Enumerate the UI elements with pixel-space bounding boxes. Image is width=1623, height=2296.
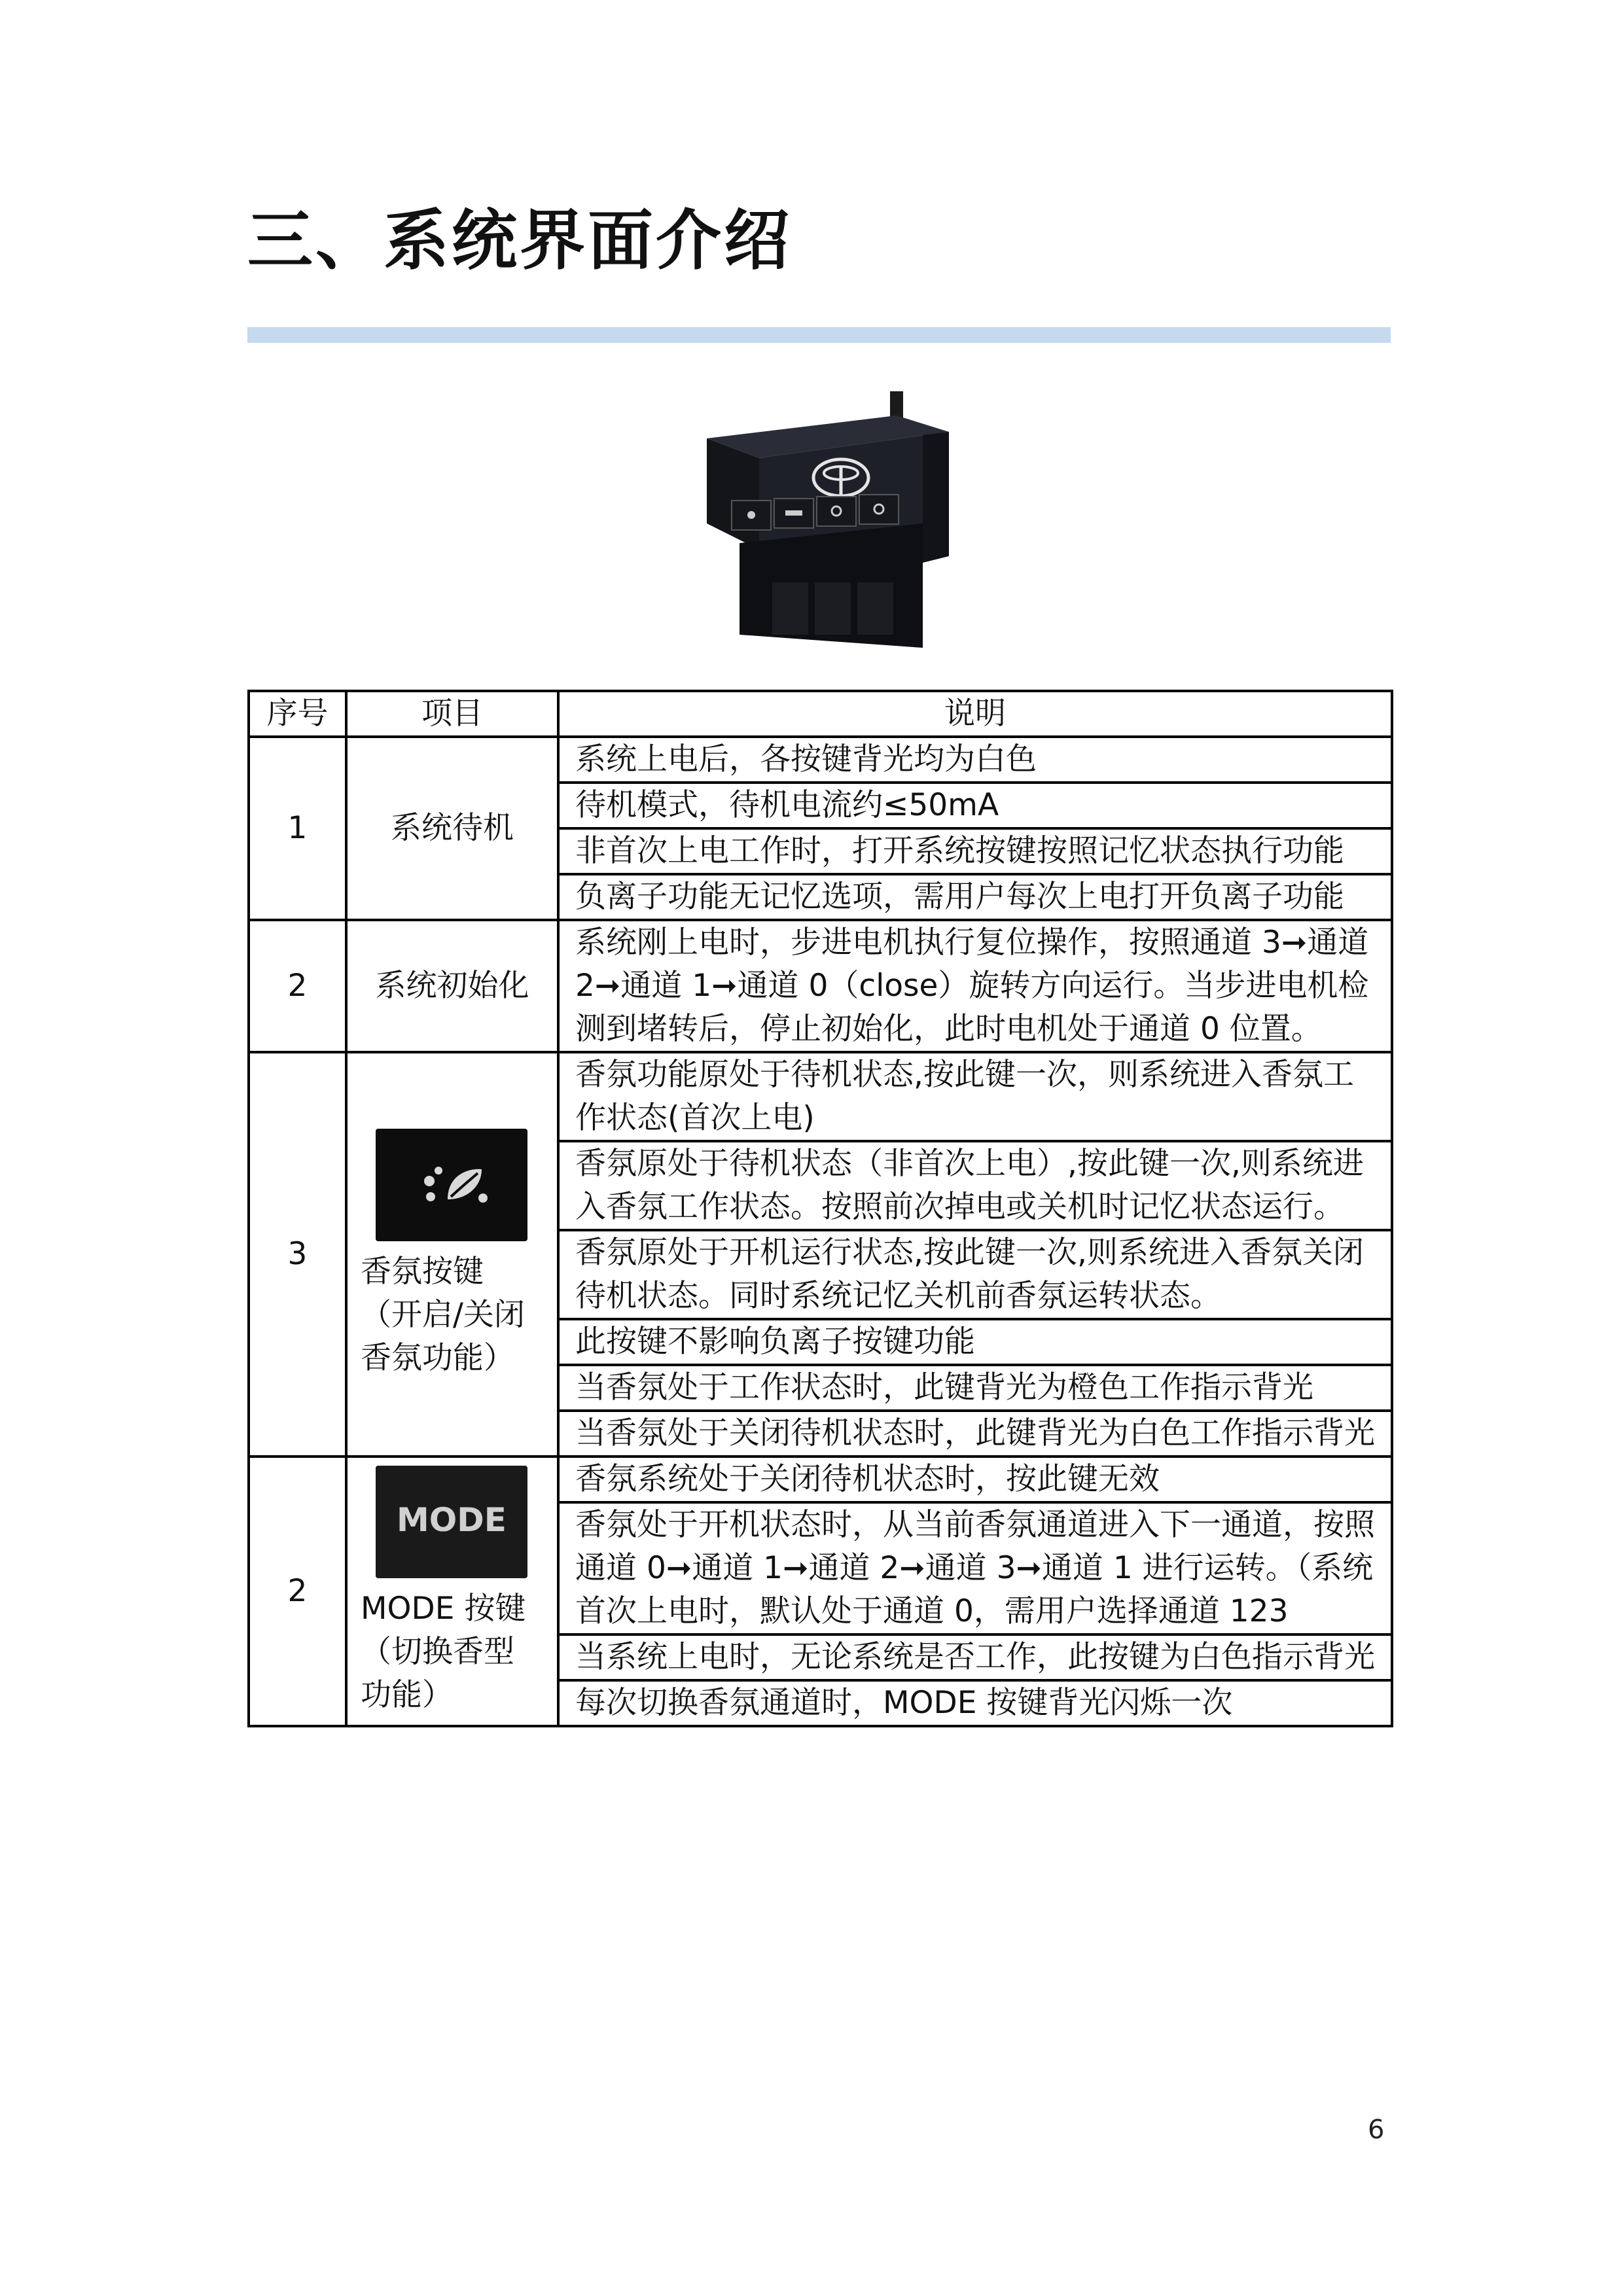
row-item: MODE 按键（切换香型功能） xyxy=(361,1591,526,1713)
table-header-row xyxy=(249,691,1392,737)
mode-button-icon xyxy=(376,1466,527,1578)
row-description: 香氛处于开机状态时，从当前香氛通道进入下一通道，按照通道 0➞通道 1➞通道 2➞通道 3➞通道 1 进行运转。（系统首次上电时，默认处于通道 0，需用户选择通道 123 xyxy=(558,1502,1392,1634)
table-row xyxy=(249,1457,1392,1502)
header-num: 序号 xyxy=(249,691,346,737)
product-image xyxy=(674,386,975,661)
row-item: 系统初始化 xyxy=(346,920,558,1052)
row-description: 香氛原处于待机状态（非首次上电）,按此键一次,则系统进入香氛工作状态。按照前次掉电或关机时记忆状态运行。 xyxy=(558,1141,1392,1230)
page-title: 三、系统界面介绍 xyxy=(247,202,792,279)
spec-table xyxy=(247,690,1393,1727)
row-description: 当香氛处于工作状态时，此键背光为橙色工作指示背光 xyxy=(558,1365,1392,1411)
row-description: 香氛系统处于关闭待机状态时，按此键无效 xyxy=(558,1457,1392,1502)
row-description: 待机模式，待机电流约≤50mA xyxy=(558,783,1392,828)
row-item-cell xyxy=(346,1052,558,1457)
table-row xyxy=(249,1052,1392,1141)
row-description: 每次切换香氛通道时，MODE 按键背光闪烁一次 xyxy=(558,1680,1392,1726)
table-row xyxy=(249,920,1392,1052)
row-description: 香氛原处于开机运行状态,按此键一次,则系统进入香氛关闭待机状态。同时系统记忆关机前香氛运转状态。 xyxy=(558,1230,1392,1319)
row-description: 非首次上电工作时，打开系统按键按照记忆状态执行功能 xyxy=(558,828,1392,874)
title-divider xyxy=(247,327,1391,343)
mode-button-label: MODE xyxy=(397,1501,507,1539)
header-desc: 说明 xyxy=(558,691,1392,737)
row-number: 2 xyxy=(249,1457,346,1726)
row-description: 此按键不影响负离子按键功能 xyxy=(558,1319,1392,1365)
row-description: 当香氛处于关闭待机状态时，此键背光为白色工作指示背光 xyxy=(558,1411,1392,1457)
fragrance-leaf-icon xyxy=(376,1129,527,1241)
row-description: 负离子功能无记忆选项，需用户每次上电打开负离子功能 xyxy=(558,874,1392,920)
row-item: 系统待机 xyxy=(346,737,558,920)
row-item-cell xyxy=(346,1457,558,1726)
row-description: 香氛功能原处于待机状态,按此键一次，则系统进入香氛工作状态(首次上电) xyxy=(558,1052,1392,1141)
row-description: 当系统上电时，无论系统是否工作，此按键为白色指示背光 xyxy=(558,1634,1392,1680)
row-number: 1 xyxy=(249,737,346,920)
row-item: 香氛按键（开启/关闭香氛功能） xyxy=(361,1254,525,1376)
row-number: 2 xyxy=(249,920,346,1052)
header-item: 项目 xyxy=(346,691,558,737)
page-number: 6 xyxy=(1368,2115,1385,2145)
row-number: 3 xyxy=(249,1052,346,1457)
row-description: 系统上电后，各按键背光均为白色 xyxy=(558,737,1392,783)
table-row xyxy=(249,737,1392,783)
row-description: 系统刚上电时，步进电机执行复位操作，按照通道 3➞通道 2➞通道 1➞通道 0（close）旋转方向运行。当步进电机检测到堵转后，停止初始化，此时电机处于通道 0 位置。 xyxy=(558,920,1392,1052)
